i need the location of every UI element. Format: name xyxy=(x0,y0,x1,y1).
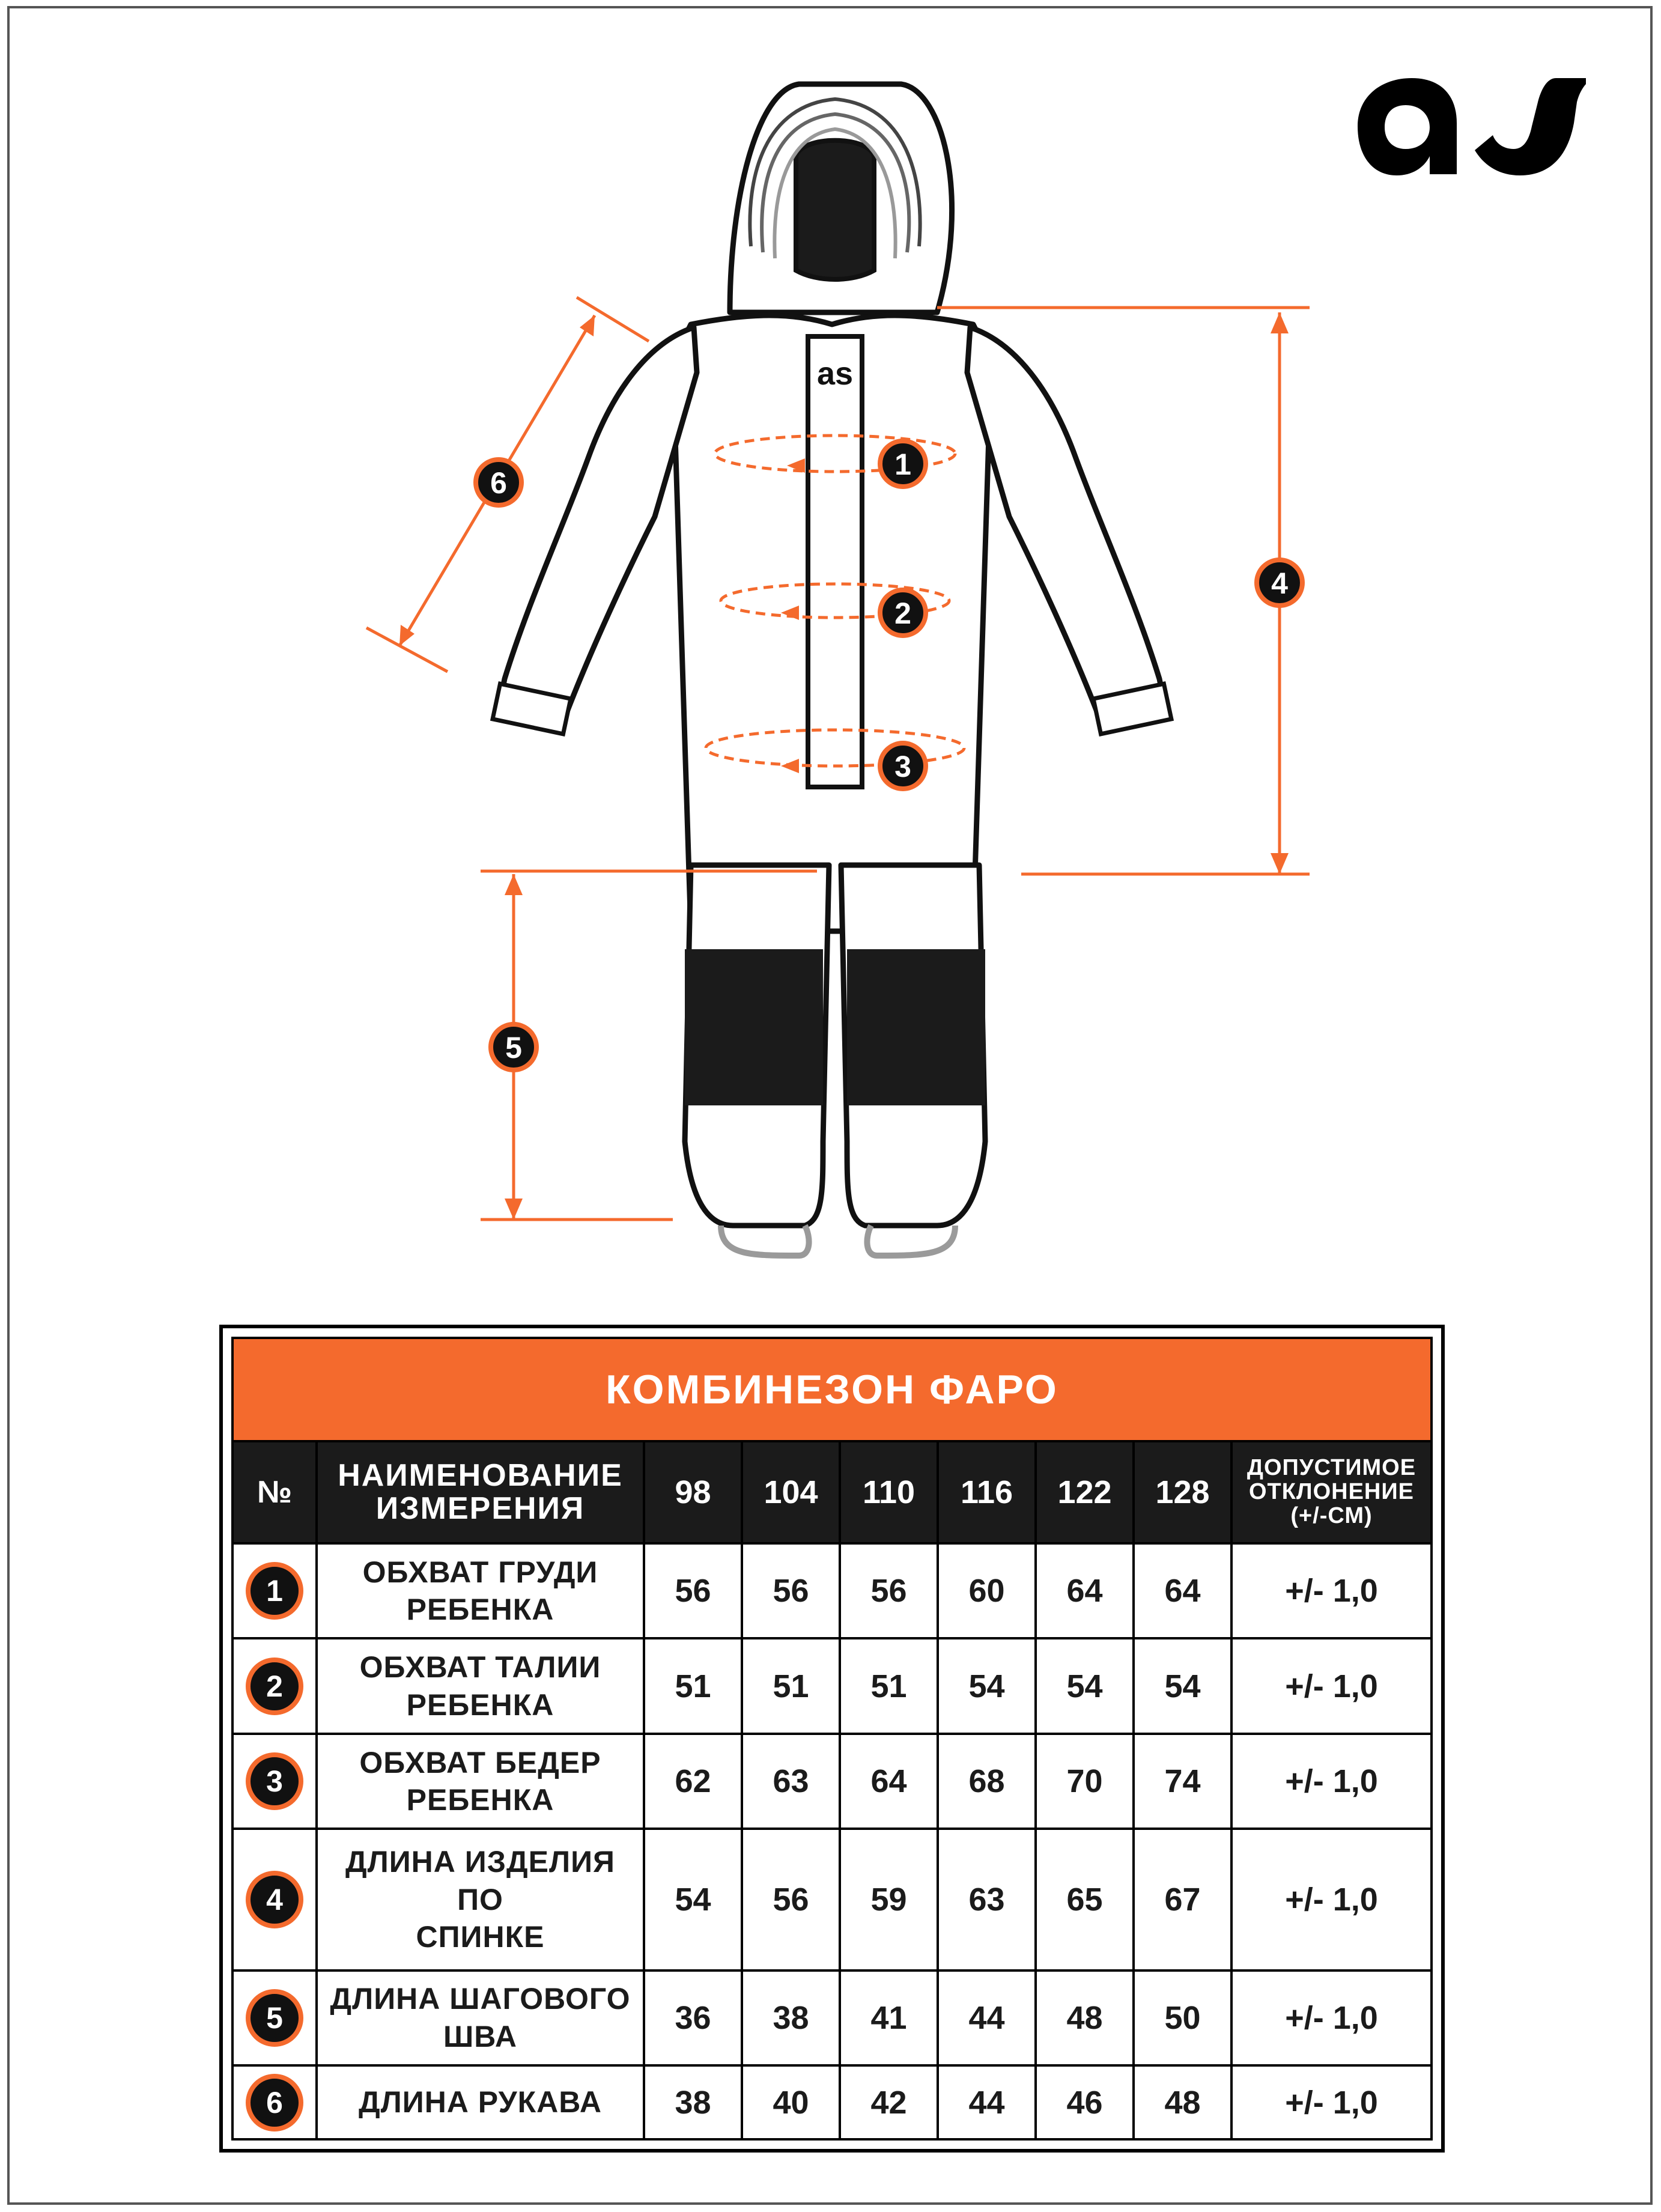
table-row xyxy=(232,1829,1432,1970)
header-size-110: 110 xyxy=(840,1441,938,1543)
header-size-116: 116 xyxy=(938,1441,1036,1543)
measurement-name: ОБХВАТ ТАЛИИ РЕБЕНКА xyxy=(317,1638,644,1733)
zipper-placket xyxy=(808,336,862,787)
size-table xyxy=(231,1337,1433,2141)
header-size-98: 98 xyxy=(644,1441,742,1543)
value-110: 41 xyxy=(840,1970,938,2065)
measurement-name: ОБХВАТ ГРУДИ РЕБЕНКА xyxy=(317,1543,644,1638)
svg-text:4: 4 xyxy=(1271,567,1288,600)
table-title: КОМБИНЕЗОН ФАРО xyxy=(232,1338,1432,1441)
value-128: 64 xyxy=(1134,1543,1231,1638)
left-knee-patch xyxy=(685,949,823,1105)
value-122: 65 xyxy=(1036,1829,1134,1970)
svg-text:5: 5 xyxy=(505,1031,522,1065)
header-number: № xyxy=(232,1441,317,1543)
tolerance-value: +/- 1,0 xyxy=(1231,1970,1432,2065)
value-116: 44 xyxy=(938,1970,1036,2065)
svg-text:1: 1 xyxy=(894,448,911,481)
value-110: 56 xyxy=(840,1543,938,1638)
marker-1 xyxy=(880,441,926,487)
marker-4 xyxy=(1257,560,1302,606)
value-98: 38 xyxy=(644,2065,742,2139)
right-knee-patch xyxy=(847,949,985,1105)
value-104: 38 xyxy=(742,1970,840,2065)
value-128: 74 xyxy=(1134,1734,1231,1829)
measurement-name: ОБХВАТ БЕДЕР РЕБЕНКА xyxy=(317,1734,644,1829)
value-110: 51 xyxy=(840,1638,938,1733)
value-110: 42 xyxy=(840,2065,938,2139)
marker-5 xyxy=(491,1024,536,1070)
row-number-badge: 4 xyxy=(246,1871,303,1928)
table-row xyxy=(232,2065,1432,2139)
value-122: 70 xyxy=(1036,1734,1134,1829)
value-116: 68 xyxy=(938,1734,1036,1829)
size-table-container xyxy=(219,1325,1445,2153)
tolerance-value: +/- 1,0 xyxy=(1231,1829,1432,1970)
value-122: 48 xyxy=(1036,1970,1134,2065)
header-tolerance: ДОПУСТИМОЕ ОТКЛОНЕНИЕ (+/-СМ) xyxy=(1231,1441,1432,1543)
value-110: 64 xyxy=(840,1734,938,1829)
table-header-row xyxy=(232,1441,1432,1543)
value-122: 54 xyxy=(1036,1638,1134,1733)
value-116: 63 xyxy=(938,1829,1036,1970)
left-foot-strap xyxy=(721,1226,809,1256)
row-number-badge: 5 xyxy=(246,1989,303,2047)
svg-text:3: 3 xyxy=(894,750,911,783)
left-sleeve xyxy=(499,327,697,725)
value-122: 64 xyxy=(1036,1543,1134,1638)
measurement-name: ДЛИНА ШАГОВОГО ШВА xyxy=(317,1970,644,2065)
table-row xyxy=(232,1970,1432,2065)
value-104: 40 xyxy=(742,2065,840,2139)
svg-text:2: 2 xyxy=(894,597,911,630)
marker-6 xyxy=(476,460,521,505)
hood-opening xyxy=(796,141,874,279)
value-104: 56 xyxy=(742,1829,840,1970)
measurement-name: ДЛИНА РУКАВА xyxy=(317,2065,644,2139)
value-128: 67 xyxy=(1134,1829,1231,1970)
value-122: 46 xyxy=(1036,2065,1134,2139)
value-104: 51 xyxy=(742,1638,840,1733)
value-98: 56 xyxy=(644,1543,742,1638)
value-98: 51 xyxy=(644,1638,742,1733)
tolerance-value: +/- 1,0 xyxy=(1231,2065,1432,2139)
value-116: 54 xyxy=(938,1638,1036,1733)
header-size-122: 122 xyxy=(1036,1441,1134,1543)
value-116: 44 xyxy=(938,2065,1036,2139)
row-number-badge: 3 xyxy=(246,1752,303,1810)
value-110: 59 xyxy=(840,1829,938,1970)
marker-3 xyxy=(880,743,926,789)
value-98: 36 xyxy=(644,1970,742,2065)
value-98: 62 xyxy=(644,1734,742,1829)
tolerance-value: +/- 1,0 xyxy=(1231,1638,1432,1733)
value-128: 48 xyxy=(1134,2065,1231,2139)
tolerance-value: +/- 1,0 xyxy=(1231,1543,1432,1638)
value-104: 56 xyxy=(742,1543,840,1638)
zipper-brand-mark: as xyxy=(816,356,854,392)
svg-text:6: 6 xyxy=(490,466,507,500)
value-104: 63 xyxy=(742,1734,840,1829)
marker-2 xyxy=(880,590,926,636)
value-116: 60 xyxy=(938,1543,1036,1638)
row-number-badge: 6 xyxy=(246,2074,303,2131)
right-foot-strap xyxy=(867,1226,955,1256)
header-measurement-name: НАИМЕНОВАНИЕ ИЗМЕРЕНИЯ xyxy=(317,1441,644,1543)
header-size-128: 128 xyxy=(1134,1441,1231,1543)
table-row xyxy=(232,1638,1432,1733)
measurement-name: ДЛИНА ИЗДЕЛИЯ ПО СПИНКЕ xyxy=(317,1829,644,1970)
table-row xyxy=(232,1734,1432,1829)
value-128: 54 xyxy=(1134,1638,1231,1733)
row-number-badge: 1 xyxy=(246,1562,303,1620)
tolerance-value: +/- 1,0 xyxy=(1231,1734,1432,1829)
value-98: 54 xyxy=(644,1829,742,1970)
header-size-104: 104 xyxy=(742,1441,840,1543)
value-128: 50 xyxy=(1134,1970,1231,2065)
row-number-badge: 2 xyxy=(246,1657,303,1715)
right-sleeve xyxy=(967,327,1165,725)
table-row xyxy=(232,1543,1432,1638)
